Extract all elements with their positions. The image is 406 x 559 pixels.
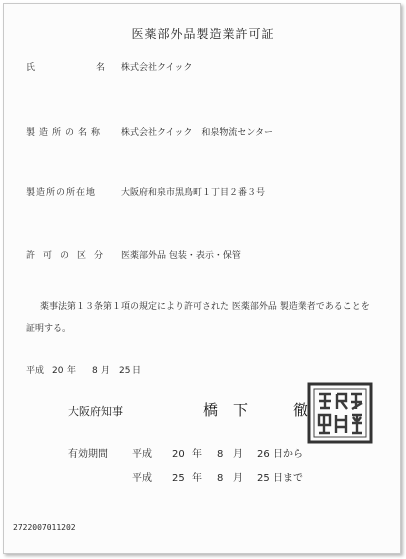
- issue-date-era: 平成: [26, 366, 45, 376]
- facility-name-value: 株式会社クイック 和泉物流センター: [121, 128, 274, 138]
- validity-from-era: 平成: [132, 449, 152, 460]
- validity-to-suffix: 日まで: [273, 473, 303, 484]
- validity-from-year-unit: 年: [192, 449, 202, 460]
- issuer-name-part-3: 徹: [293, 401, 318, 419]
- validity-from-day: 26: [257, 449, 270, 460]
- name-label-left: 氏: [26, 63, 36, 73]
- issue-date-month-unit: 月: [101, 366, 111, 376]
- permit-category-value: 医薬部外品 包装・表示・保管: [121, 251, 241, 261]
- document-number: 2722007011202: [13, 523, 76, 532]
- validity-to-day: 25: [257, 473, 270, 484]
- issue-date-day-unit: 日: [132, 366, 142, 376]
- validity-from-month-unit: 月: [233, 449, 243, 460]
- validity-from-month: 8: [217, 449, 224, 460]
- name-value: 株式会社クイック: [121, 63, 193, 73]
- facility-address-value: 大阪府和泉市黒鳥町１丁目２番３号: [121, 188, 266, 198]
- validity-from-year: 20: [172, 449, 185, 460]
- validity-from-suffix: 日から: [273, 449, 303, 460]
- statement-line-2: 証明する。: [26, 324, 72, 334]
- document-title: 医薬部外品製造業許可証: [131, 27, 275, 41]
- official-seal-icon: [307, 382, 373, 444]
- permit-category-label: 許可の区分: [26, 251, 112, 261]
- validity-to-year-unit: 年: [192, 473, 202, 484]
- issuer-name-part-2: 下: [233, 401, 258, 419]
- facility-address-label: 製造所の所在地: [26, 188, 97, 198]
- certificate-document: [3, 3, 401, 554]
- issue-date-month: 8: [92, 366, 98, 376]
- validity-label: 有効期間: [68, 449, 108, 460]
- issue-date-year-unit: 年: [67, 366, 77, 376]
- issue-date-day: 25: [119, 366, 131, 376]
- issue-date-year: 20: [52, 366, 64, 376]
- name-label-right: 名: [96, 63, 106, 73]
- issuer-name-part-1: 橋: [203, 401, 228, 419]
- issuer-title: 大阪府知事: [68, 405, 123, 418]
- validity-to-year: 25: [172, 473, 185, 484]
- facility-name-label: 製造所の名称: [26, 128, 105, 138]
- validity-to-era: 平成: [132, 473, 152, 484]
- validity-to-month: 8: [217, 473, 224, 484]
- validity-to-month-unit: 月: [233, 473, 243, 484]
- statement-line-1: 薬事法第１３条第１項の規定により許可された 医薬部外品 製造業者であることを: [40, 302, 370, 312]
